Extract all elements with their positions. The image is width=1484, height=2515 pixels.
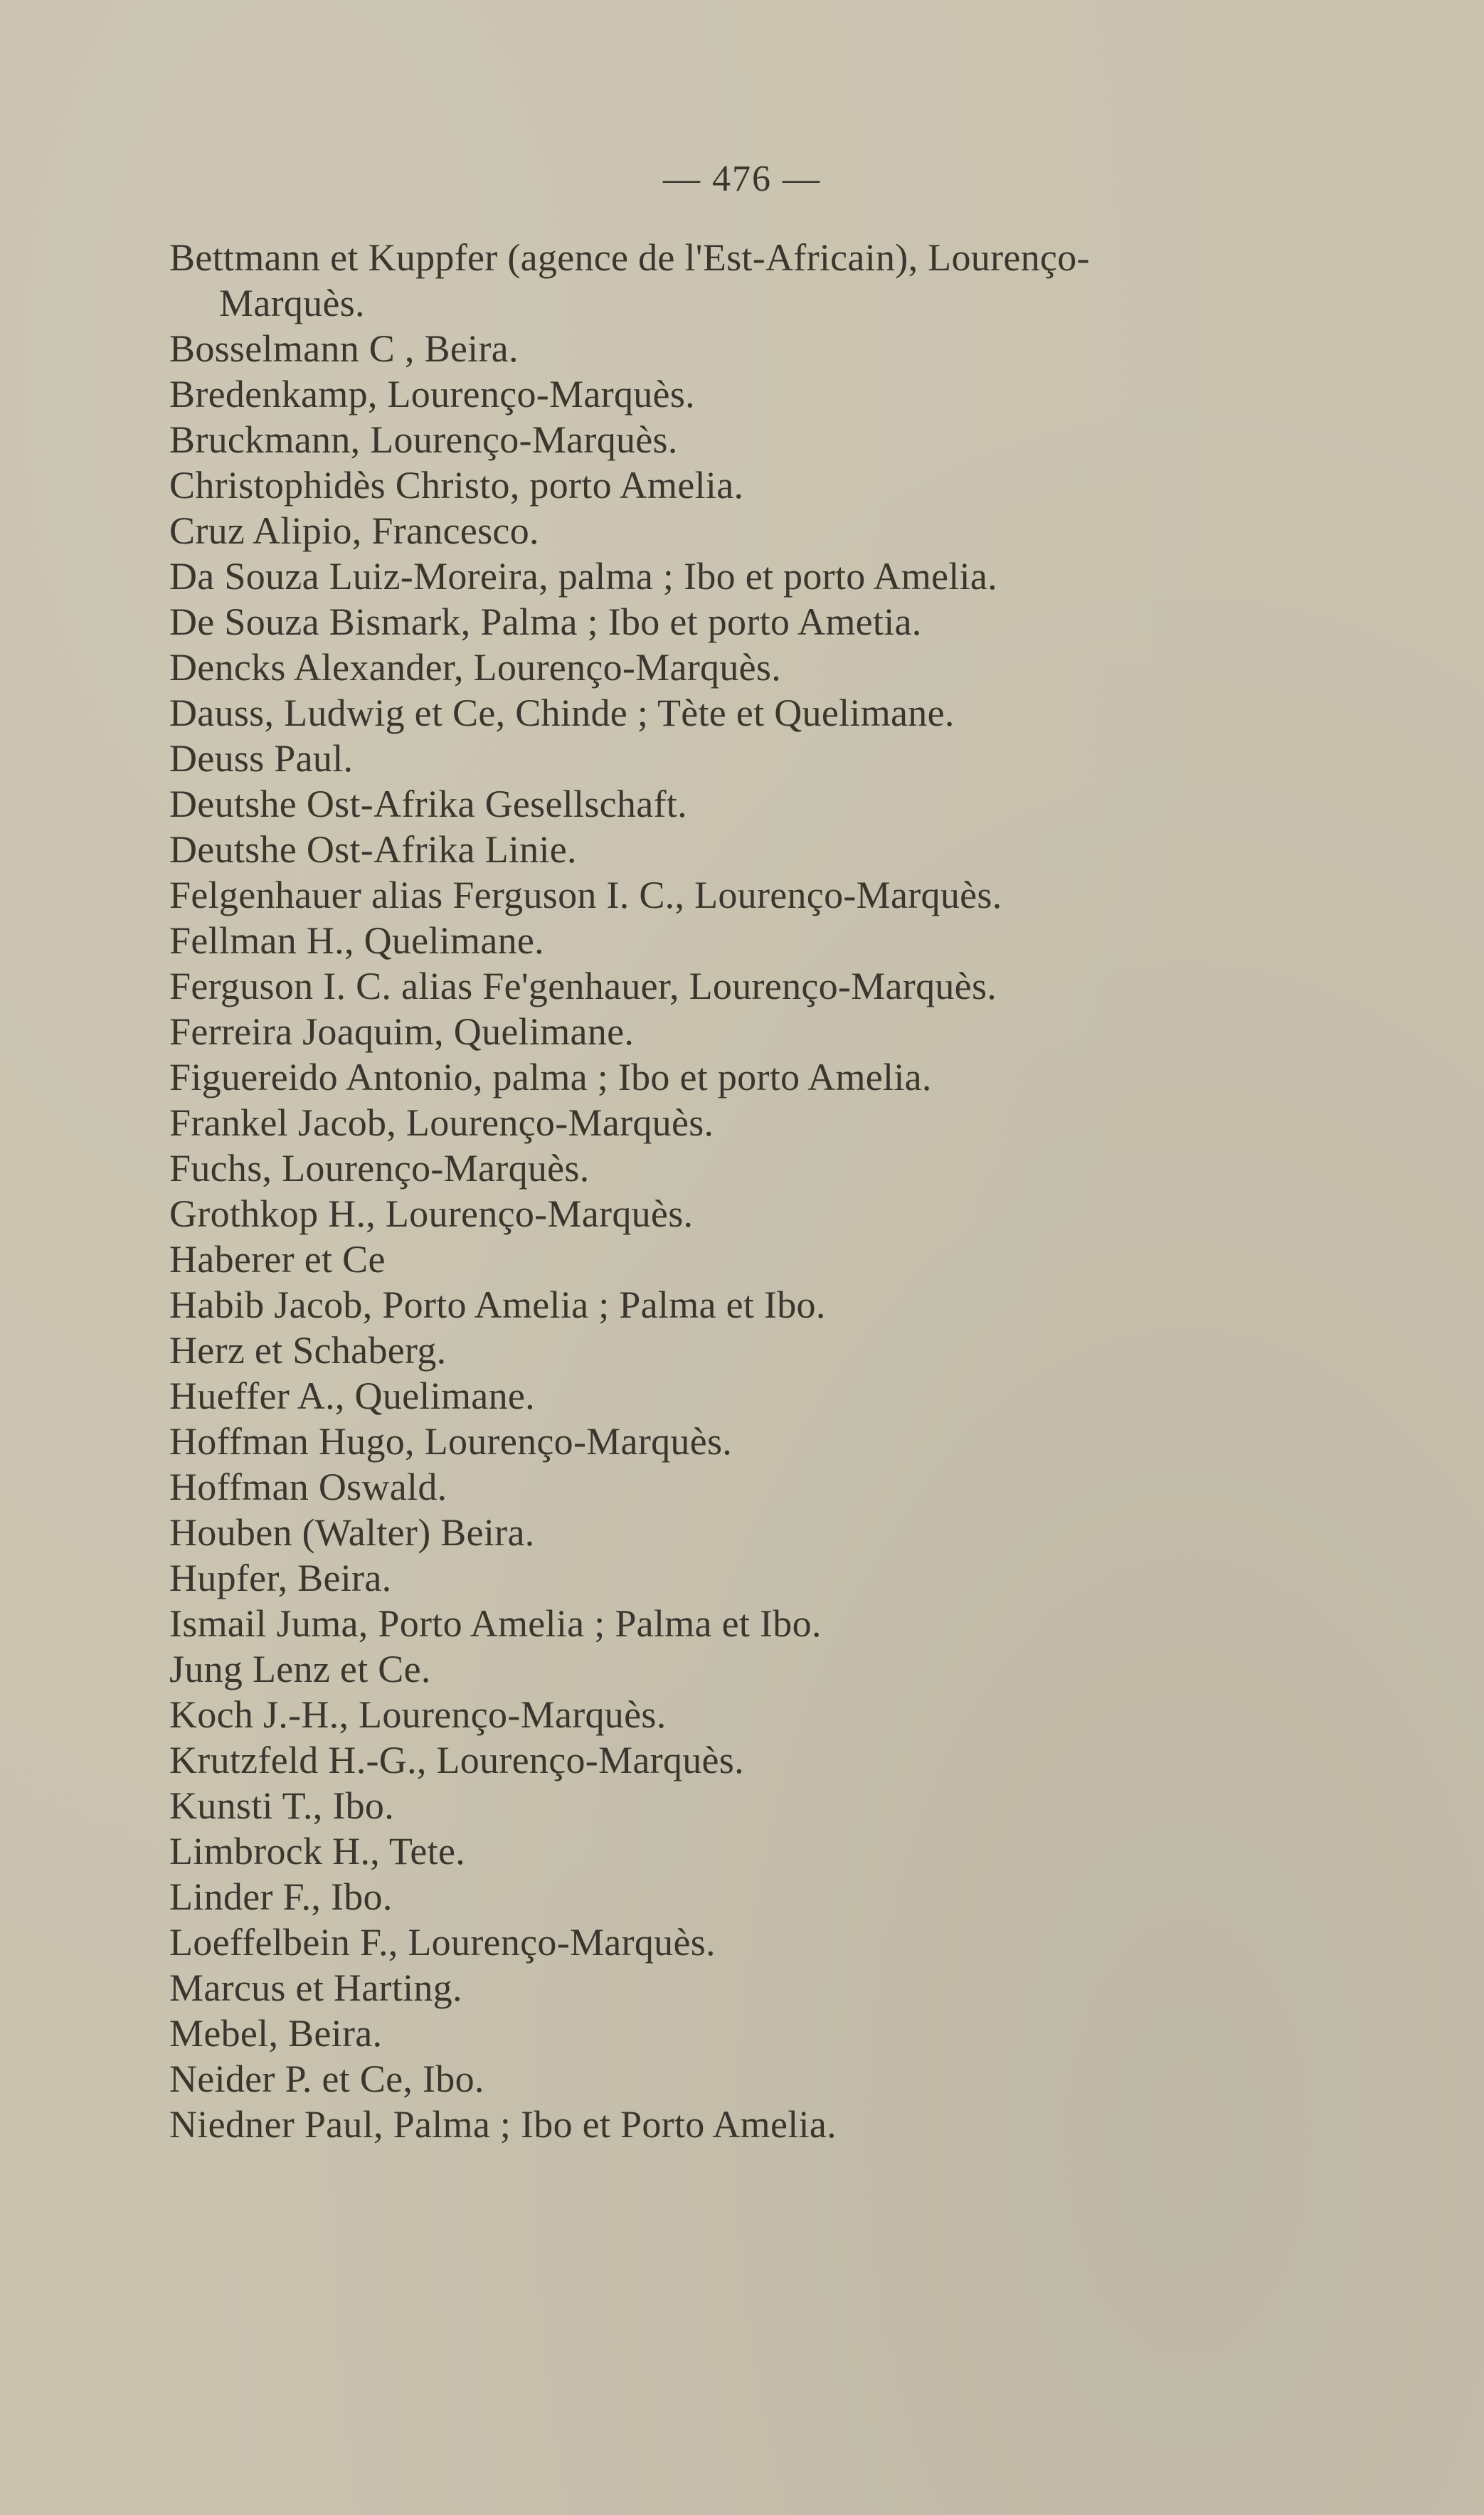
list-item: Hoffman Hugo, Lourenço-Marquès. (169, 1420, 733, 1463)
list-item: Fuchs, Lourenço-Marquès. (169, 1147, 590, 1190)
list-item: Ferguson I. C. alias Fe'genhauer, Lourenço-Marquès. (169, 965, 997, 1007)
list-item: Jung Lenz et Ce. (169, 1648, 431, 1690)
list-item: Hueffer A., Quelimane. (169, 1375, 535, 1417)
list-item: Dencks Alexander, Lourenço-Marquès. (169, 646, 782, 689)
list-item: Krutzfeld H.-G., Lourenço-Marquès. (169, 1739, 744, 1781)
list-item-continuation: Marquès. (219, 282, 365, 324)
list-item: Frankel Jacob, Lourenço-Marquès. (169, 1101, 714, 1144)
list-item: Linder F., Ibo. (169, 1875, 393, 1918)
list-item: Bettmann et Kuppfer (agence de l'Est-Africain), Lourenço- (169, 236, 1090, 279)
list-item: Christophidès Christo, porto Amelia. (169, 464, 744, 507)
list-item: Felgenhauer alias Ferguson I. C., Lourenço-Marquès. (169, 874, 1002, 916)
list-item: De Souza Bismark, Palma ; Ibo et porto Ametia. (169, 600, 922, 643)
list-item: Kunsti T., Ibo. (169, 1784, 395, 1827)
list-item: Koch J.-H., Lourenço-Marquès. (169, 1693, 667, 1736)
list-item: Haberer et Ce (169, 1238, 386, 1281)
list-item: Deutshe Ost-Afrika Gesellschaft. (169, 783, 687, 825)
list-item: Bosselmann C , Beira. (169, 327, 519, 370)
page-number: — 476 — (663, 159, 821, 199)
list-item: Hupfer, Beira. (169, 1557, 392, 1599)
list-item: Deutshe Ost-Afrika Linie. (169, 828, 577, 871)
list-item: Bredenkamp, Lourenço-Marquès. (169, 373, 695, 415)
list-item: Fellman H., Quelimane. (169, 919, 544, 962)
list-item: Cruz Alipio, Francesco. (169, 509, 539, 552)
list-item: Houben (Walter) Beira. (169, 1511, 535, 1554)
list-item: Da Souza Luiz-Moreira, palma ; Ibo et porto Amelia. (169, 555, 997, 598)
list-item: Marcus et Harting. (169, 1966, 462, 2009)
list-item: Limbrock H., Tete. (169, 1830, 466, 1873)
list-item: Mebel, Beira. (169, 2012, 383, 2055)
entry-list (169, 235, 1407, 2147)
list-item: Grothkop H., Lourenço-Marquès. (169, 1192, 694, 1235)
list-item: Habib Jacob, Porto Amelia ; Palma et Ibo. (169, 1283, 826, 1326)
list-item: Ismail Juma, Porto Amelia ; Palma et Ibo. (169, 1602, 822, 1645)
list-item: Deuss Paul. (169, 737, 354, 780)
list-item: Ferreira Joaquim, Quelimane. (169, 1010, 635, 1053)
list-item: Niedner Paul, Palma ; Ibo et Porto Amelia. (169, 2103, 837, 2146)
list-item: Neider P. et Ce, Ibo. (169, 2058, 484, 2100)
list-item: Bruckmann, Lourenço-Marquès. (169, 418, 678, 461)
list-item: Loeffelbein F., Lourenço-Marquès. (169, 1921, 716, 1964)
list-item: Hoffman Oswald. (169, 1466, 447, 1508)
list-item: Dauss, Ludwig et Ce, Chinde ; Tète et Quelimane. (169, 692, 955, 734)
list-item: Herz et Schaberg. (169, 1329, 447, 1372)
list-item: Figuereido Antonio, palma ; Ibo et porto Amelia. (169, 1056, 932, 1098)
